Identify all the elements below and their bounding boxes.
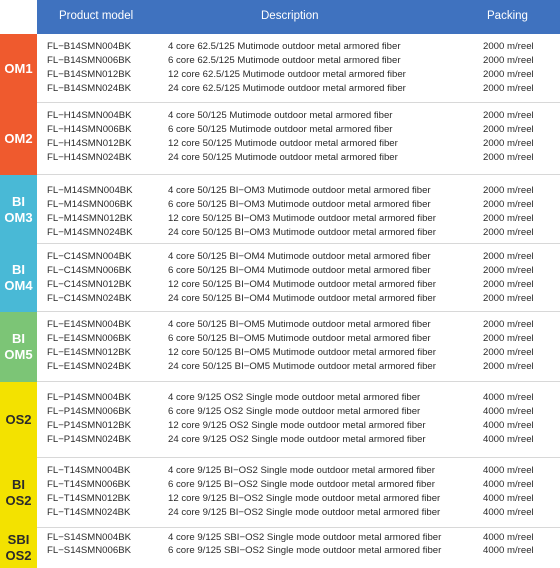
table-row — [37, 226, 560, 240]
description-cell: 12 core 50/125 BI−OM4 Mutimode outdoor metal armored fiber — [168, 279, 436, 290]
description-cell: 4 core 50/125 BI−OM4 Mutimode outdoor metal armored fiber — [168, 251, 431, 262]
table-row — [37, 137, 560, 151]
group-label — [0, 34, 37, 103]
packing-cell: 2000 m/reel — [483, 185, 534, 196]
product-model-cell: FL−T14SMN024BK — [47, 507, 131, 518]
table-row — [37, 184, 560, 198]
description-cell: 6 core 9/125 BI−OS2 Single mode outdoor metal armored fiber — [168, 479, 435, 490]
packing-cell: 2000 m/reel — [483, 265, 534, 276]
group-label-line: BI — [12, 477, 25, 492]
product-group — [0, 528, 560, 568]
product-model-cell: FL−S14SMN006BK — [47, 545, 131, 556]
description-cell: 4 core 9/125 SBI−OS2 Single mode outdoor metal armored fiber — [168, 532, 442, 543]
description-cell: 12 core 9/125 BI−OS2 Single mode outdoor metal armored fiber — [168, 493, 441, 504]
product-model-cell: FL−S14SMN004BK — [47, 532, 131, 543]
product-model-cell: FL−M14SMN012BK — [47, 213, 133, 224]
description-cell: 12 core 62.5/125 Mutimode outdoor metal armored fiber — [168, 69, 406, 80]
description-cell: 24 core 50/125 Mutimode outdoor metal armored fiber — [168, 152, 398, 163]
table-row — [37, 318, 560, 332]
description-cell: 6 core 62.5/125 Mutimode outdoor metal armored fiber — [168, 55, 401, 66]
description-cell: 4 core 50/125 Mutimode outdoor metal armored fiber — [168, 110, 393, 121]
product-model-cell: FL−H14SMN012BK — [47, 138, 132, 149]
table-row — [37, 292, 560, 306]
table-row — [37, 544, 560, 558]
product-group — [0, 175, 560, 244]
table-row — [37, 506, 560, 520]
product-group — [0, 458, 560, 528]
packing-cell: 2000 m/reel — [483, 213, 534, 224]
product-model-cell: FL−P14SMN006BK — [47, 406, 131, 417]
description-cell: 24 core 62.5/125 Mutimode outdoor metal armored fiber — [168, 83, 406, 94]
group-label — [0, 103, 37, 175]
packing-cell: 2000 m/reel — [483, 251, 534, 262]
group-label-line: OM5 — [4, 347, 33, 362]
packing-cell: 2000 m/reel — [483, 55, 534, 66]
group-label — [0, 528, 37, 568]
packing-cell: 2000 m/reel — [483, 333, 534, 344]
header-product-model: Product model — [59, 10, 134, 22]
table-row — [37, 391, 560, 405]
packing-cell: 2000 m/reel — [483, 138, 534, 149]
group-label-line: BI — [12, 193, 25, 209]
table-row — [37, 492, 560, 506]
packing-cell: 2000 m/reel — [483, 319, 534, 330]
product-model-cell: FL−B14SMN004BK — [47, 41, 131, 52]
group-label-line: OS2 — [5, 412, 32, 427]
description-cell: 24 core 9/125 BI−OS2 Single mode outdoor metal armored fiber — [168, 507, 441, 518]
description-cell: 12 core 9/125 OS2 Single mode outdoor metal armored fiber — [168, 420, 426, 431]
packing-cell: 4000 m/reel — [483, 406, 534, 417]
packing-cell: 2000 m/reel — [483, 152, 534, 163]
packing-cell: 4000 m/reel — [483, 493, 534, 504]
table-row — [37, 198, 560, 212]
product-model-cell: FL−C14SMN004BK — [47, 251, 132, 262]
table-row — [37, 478, 560, 492]
table-row — [37, 40, 560, 54]
packing-cell: 4000 m/reel — [483, 392, 534, 403]
description-cell: 6 core 50/125 BI−OM4 Mutimode outdoor metal armored fiber — [168, 265, 431, 276]
product-model-cell: FL−T14SMN012BK — [47, 493, 131, 504]
product-group — [0, 103, 560, 175]
table-row — [37, 264, 560, 278]
product-model-cell: FL−B14SMN006BK — [47, 55, 131, 66]
product-model-cell: FL−M14SMN024BK — [47, 227, 133, 238]
table-row — [37, 212, 560, 226]
table-row — [37, 531, 560, 545]
group-label-line: OS2 — [5, 548, 32, 563]
table-row — [37, 109, 560, 123]
table-row — [37, 405, 560, 419]
description-cell: 6 core 50/125 Mutimode outdoor metal armored fiber — [168, 124, 393, 135]
description-cell: 6 core 50/125 BI−OM5 Mutimode outdoor metal armored fiber — [168, 333, 431, 344]
product-model-cell: FL−E14SMN024BK — [47, 361, 131, 372]
packing-cell: 4000 m/reel — [483, 434, 534, 445]
description-cell: 6 core 9/125 SBI−OS2 Single mode outdoor metal armored fiber — [168, 545, 442, 556]
table-row — [37, 278, 560, 292]
group-label — [0, 175, 37, 244]
packing-cell: 2000 m/reel — [483, 83, 534, 94]
description-cell: 12 core 50/125 Mutimode outdoor metal armored fiber — [168, 138, 398, 149]
table-row — [37, 151, 560, 165]
table-header — [37, 0, 560, 34]
product-model-cell: FL−E14SMN006BK — [47, 333, 131, 344]
product-group — [0, 312, 560, 382]
description-cell: 12 core 50/125 BI−OM5 Mutimode outdoor metal armored fiber — [168, 347, 436, 358]
packing-cell: 2000 m/reel — [483, 293, 534, 304]
packing-cell: 4000 m/reel — [483, 507, 534, 518]
table-row — [37, 419, 560, 433]
packing-cell: 2000 m/reel — [483, 41, 534, 52]
group-label-line: OS2 — [5, 493, 32, 508]
product-model-cell: FL−M14SMN004BK — [47, 185, 133, 196]
group-label — [0, 458, 37, 528]
packing-cell: 2000 m/reel — [483, 347, 534, 358]
product-model-cell: FL−H14SMN004BK — [47, 110, 132, 121]
description-cell: 12 core 50/125 BI−OM3 Mutimode outdoor metal armored fiber — [168, 213, 436, 224]
group-label — [0, 312, 37, 382]
packing-cell: 2000 m/reel — [483, 361, 534, 372]
packing-cell: 4000 m/reel — [483, 479, 534, 490]
product-model-cell: FL−C14SMN024BK — [47, 293, 132, 304]
product-group — [0, 382, 560, 458]
packing-cell: 2000 m/reel — [483, 199, 534, 210]
packing-cell: 4000 m/reel — [483, 465, 534, 476]
product-model-cell: FL−T14SMN004BK — [47, 465, 131, 476]
group-label-line: BI — [12, 331, 25, 346]
product-model-cell: FL−M14SMN006BK — [47, 199, 133, 210]
header-packing: Packing — [487, 10, 528, 22]
description-cell: 24 core 50/125 BI−OM5 Mutimode outdoor metal armored fiber — [168, 361, 436, 372]
group-label-line: BI — [12, 262, 25, 277]
product-model-cell: FL−E14SMN004BK — [47, 319, 131, 330]
group-label-line: OM4 — [4, 278, 33, 293]
group-label — [0, 244, 37, 312]
packing-cell: 4000 m/reel — [483, 545, 534, 556]
description-cell: 6 core 50/125 BI−OM3 Mutimode outdoor metal armored fiber — [168, 199, 431, 210]
group-label-line: OM3 — [4, 209, 33, 225]
group-label-line: SBI — [7, 532, 30, 547]
table-row — [37, 360, 560, 374]
product-model-cell: FL−T14SMN006BK — [47, 479, 131, 490]
packing-cell: 2000 m/reel — [483, 227, 534, 238]
packing-cell: 4000 m/reel — [483, 420, 534, 431]
table-row — [37, 464, 560, 478]
table-row — [37, 123, 560, 137]
group-label — [0, 382, 37, 458]
table-row — [37, 68, 560, 82]
packing-cell: 2000 m/reel — [483, 124, 534, 135]
product-model-cell: FL−P14SMN012BK — [47, 420, 131, 431]
group-label-line: OM2 — [4, 131, 33, 146]
product-model-cell: FL−C14SMN006BK — [47, 265, 132, 276]
description-cell: 4 core 62.5/125 Mutimode outdoor metal armored fiber — [168, 41, 401, 52]
product-group — [0, 34, 560, 103]
description-cell: 6 core 9/125 OS2 Single mode outdoor metal armored fiber — [168, 406, 421, 417]
description-cell: 4 core 9/125 OS2 Single mode outdoor metal armored fiber — [168, 392, 421, 403]
packing-cell: 2000 m/reel — [483, 279, 534, 290]
product-model-cell: FL−B14SMN012BK — [47, 69, 131, 80]
description-cell: 24 core 9/125 OS2 Single mode outdoor metal armored fiber — [168, 434, 426, 445]
product-model-cell: FL−B14SMN024BK — [47, 83, 131, 94]
packing-cell: 2000 m/reel — [483, 110, 534, 121]
product-model-cell: FL−P14SMN004BK — [47, 392, 131, 403]
product-model-cell: FL−E14SMN012BK — [47, 347, 131, 358]
table-row — [37, 433, 560, 447]
description-cell: 4 core 50/125 BI−OM3 Mutimode outdoor metal armored fiber — [168, 185, 431, 196]
table-row — [37, 54, 560, 68]
table-row — [37, 82, 560, 96]
table-row — [37, 250, 560, 264]
product-model-cell: FL−C14SMN012BK — [47, 279, 132, 290]
table-row — [37, 346, 560, 360]
packing-cell: 4000 m/reel — [483, 532, 534, 543]
description-cell: 24 core 50/125 BI−OM4 Mutimode outdoor metal armored fiber — [168, 293, 436, 304]
product-model-cell: FL−H14SMN006BK — [47, 124, 132, 135]
packing-cell: 2000 m/reel — [483, 69, 534, 80]
description-cell: 4 core 50/125 BI−OM5 Mutimode outdoor metal armored fiber — [168, 319, 431, 330]
table-row — [37, 332, 560, 346]
group-label-line: OM1 — [4, 60, 33, 76]
product-group — [0, 244, 560, 312]
description-cell: 4 core 9/125 BI−OS2 Single mode outdoor metal armored fiber — [168, 465, 435, 476]
product-model-cell: FL−H14SMN024BK — [47, 152, 132, 163]
product-model-cell: FL−P14SMN024BK — [47, 434, 131, 445]
header-description: Description — [261, 10, 319, 22]
description-cell: 24 core 50/125 BI−OM3 Mutimode outdoor metal armored fiber — [168, 227, 436, 238]
